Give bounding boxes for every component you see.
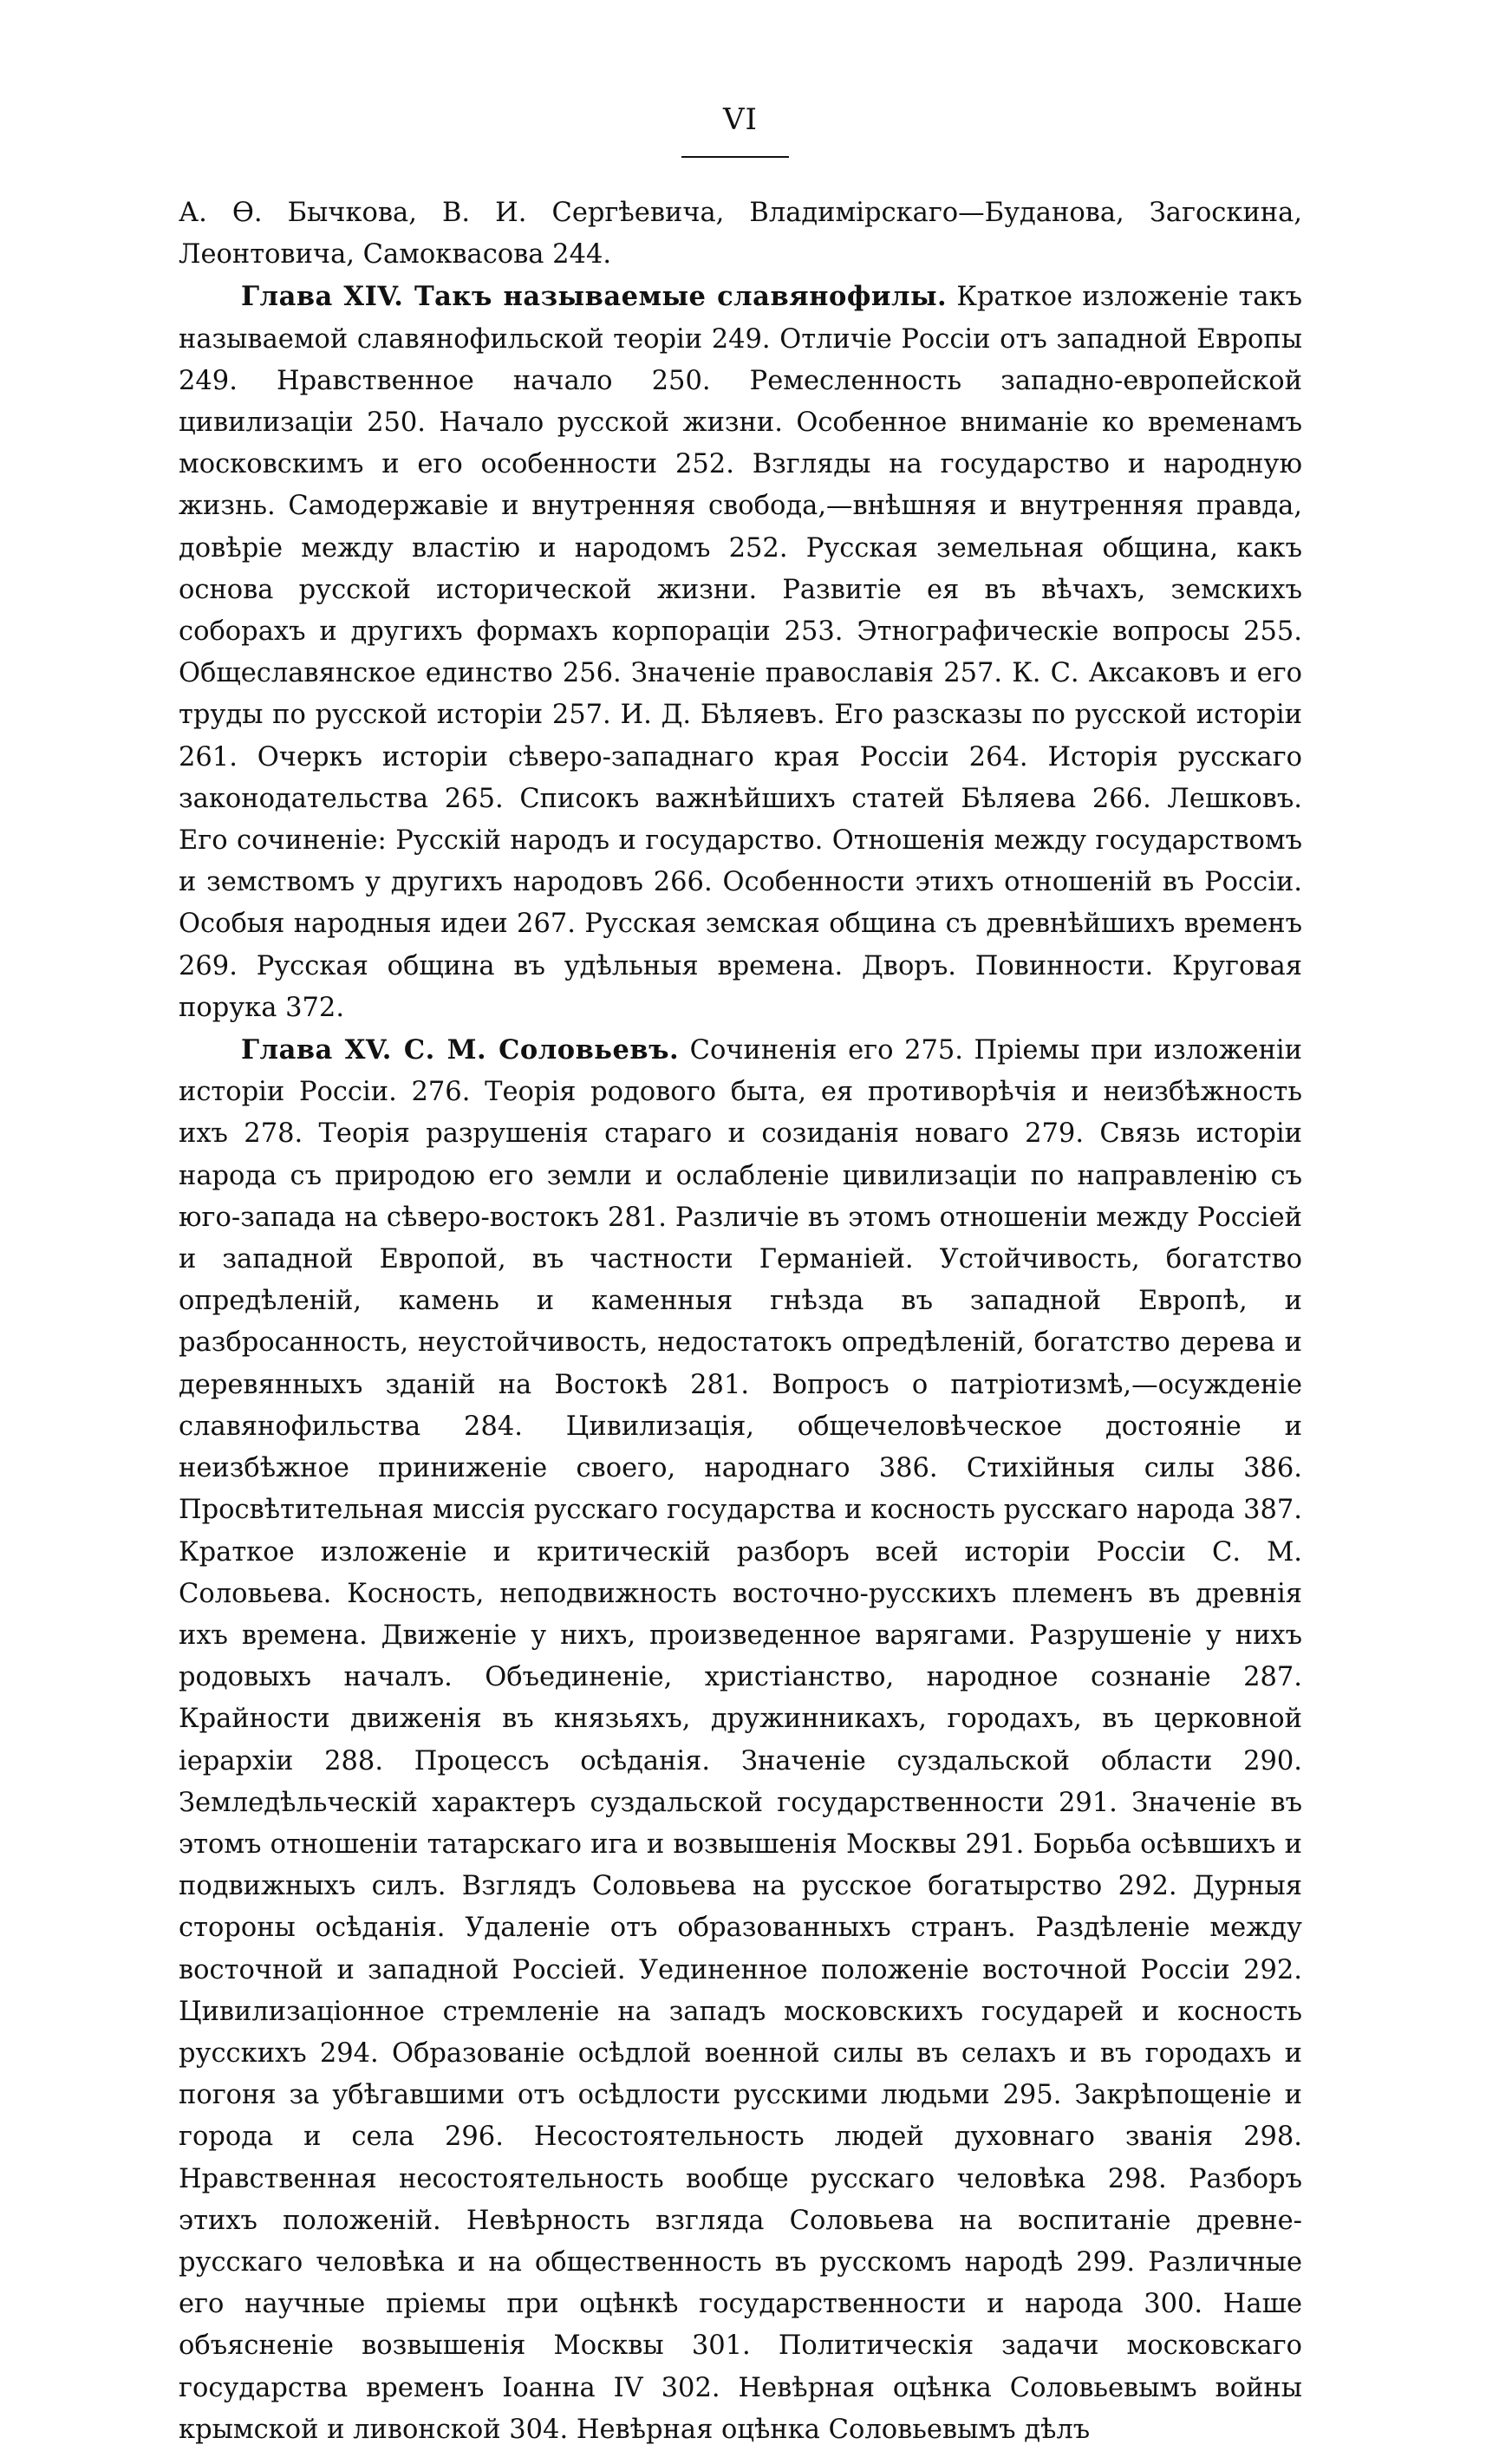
paragraph-continued xyxy=(179,192,1302,276)
page-number-rule xyxy=(681,156,789,158)
page-number: VI xyxy=(723,102,758,137)
paragraph-chapter-14 xyxy=(179,276,1302,1029)
chapter-heading: Глава XIV. Такъ называемые славянофилы. xyxy=(241,281,948,313)
chapter-heading: Глава XV. С. М. Соловьевъ. xyxy=(241,1034,680,1066)
page-body xyxy=(179,192,1302,2451)
paragraph-chapter-15 xyxy=(179,1029,1302,2451)
paragraph-text: Сочиненія его 275. Пріемы при изложеніи исторіи Россіи. 276. Теорія родового быта, ея противорѣчія и неизбѣжность ихъ 278. Теорія разрушенія стараго и созиданія новаго 279. Связь исторіи народа съ природою его земли и ослабленіе цивилизаціи по направленію съ юго-запада на сѣверо-востокъ 281. Различіе въ этомъ отношеніи между Россіей и западной Европой, въ частности Германіей. Устойчивость, богатство опредѣленій, камень и каменныя гнѣзда въ западной Европѣ, и разбросанность, неустойчивость, недостатокъ опредѣленій, богатство дерева и деревянныхъ зданій на Востокѣ 281. Вопросъ о патріотизмѣ,—осужденіе славянофильства 284. Цивилизація, общечеловѣческое достояніе и неизбѣжное приниженіе своего, народнаго 386. Стихійныя силы 386. Просвѣтительная миссія русскаго государства и косность русскаго народа 387. Краткое изложеніе и критическій разборъ всей исторіи Россіи С. М. Соловьева. Косность, неподвижность восточно-русскихъ племенъ въ древнія ихъ времена. Движеніе у нихъ, произведенное варягами. Разрушеніе у нихъ родовыхъ началъ. Объединеніе, христіанство, народное сознаніе 287. Крайности движенія въ князьяхъ, дружинникахъ, городахъ, въ церковной іерархіи 288. Процессъ осѣданія. Значеніе суздальской области 290. Земледѣльческій характеръ суздальской государственности 291. Значеніе въ этомъ отношеніи татарскаго ига и возвышенія Москвы 291. Борьба осѣвшихъ и подвижныхъ силъ. Взглядъ Соловьева на русское богатырство 292. Дурныя стороны осѣданія. Удаленіе отъ образованныхъ странъ. Раздѣленіе между восточной и западной Россіей. Уединенное положеніе восточной Россіи 292. Цивилизаціонное стремленіе на западъ московскихъ государей и косность русскихъ 294. Образованіе осѣдлой военной силы въ селахъ и въ городахъ и погоня за убѣгавшими отъ осѣдлости русскими людьми 295. Закрѣпощеніе и города и села 296. Несостоятельность людей духовнаго званія 298. Нравственная несостоятельность вообще русскаго человѣка 298. Разборъ этихъ положеній. Невѣрность взгляда Соловьева на воспитаніе древне-русскаго человѣка и на общественность въ русскомъ народѣ 299. Различные его научные пріемы при оцѣнкѣ государственности и народа 300. Наше объясненіе возвышенія Москвы 301. Политическія задачи московскаго государства временъ Іоанна IV 302. Невѣрная оцѣнка Соловьевымъ войны крымской и ливонской 304. Невѣрная оцѣнка Соловьевымъ дѣлъ xyxy=(179,1035,1302,2445)
paragraph-text: Краткое изложеніе такъ называемой славянофильской теоріи 249. Отличіе Россіи отъ западной Европы 249. Нравственное начало 250. Ремесленность западно-европейской цивилизаціи 250. Начало русской жизни. Особенное вниманіе ко временамъ московскимъ и его особенности 252. Взгляды на государство и народную жизнь. Самодержавіе и внутренняя свобода,—внѣшняя и внутренняя правда, довѣріе между властію и народомъ 252. Русская земельная община, какъ основа русской исторической жизни. Развитіе ея въ вѣчахъ, земскихъ соборахъ и другихъ формахъ корпораціи 253. Этнографическіе вопросы 255. Общеславянское единство 256. Значеніе православія 257. К. С. Аксаковъ и его труды по русской исторіи 257. И. Д. Бѣляевъ. Его разсказы по русской исторіи 261. Очеркъ исторіи сѣверо-западнаго края Россіи 264. Исторія русскаго законодательства 265. Списокъ важнѣйшихъ статей Бѣляева 266. Лешковъ. Его сочиненіе: Русскій народъ и государство. Отношенія между государствомъ и земствомъ у другихъ народовъ 266. Особенности этихъ отношеній въ Россіи. Особыя народныя идеи 267. Русская земская община съ древнѣйшихъ временъ 269. Русская община въ удѣльныя времена. Дворъ. Повинности. Круговая порука 372. xyxy=(179,282,1302,1023)
paragraph-text: А. Ѳ. Бычкова, В. И. Сергѣевича, Владимірскаго—Буданова, Загоскина, Леонтовича, Самоквасова 244. xyxy=(179,198,1302,271)
